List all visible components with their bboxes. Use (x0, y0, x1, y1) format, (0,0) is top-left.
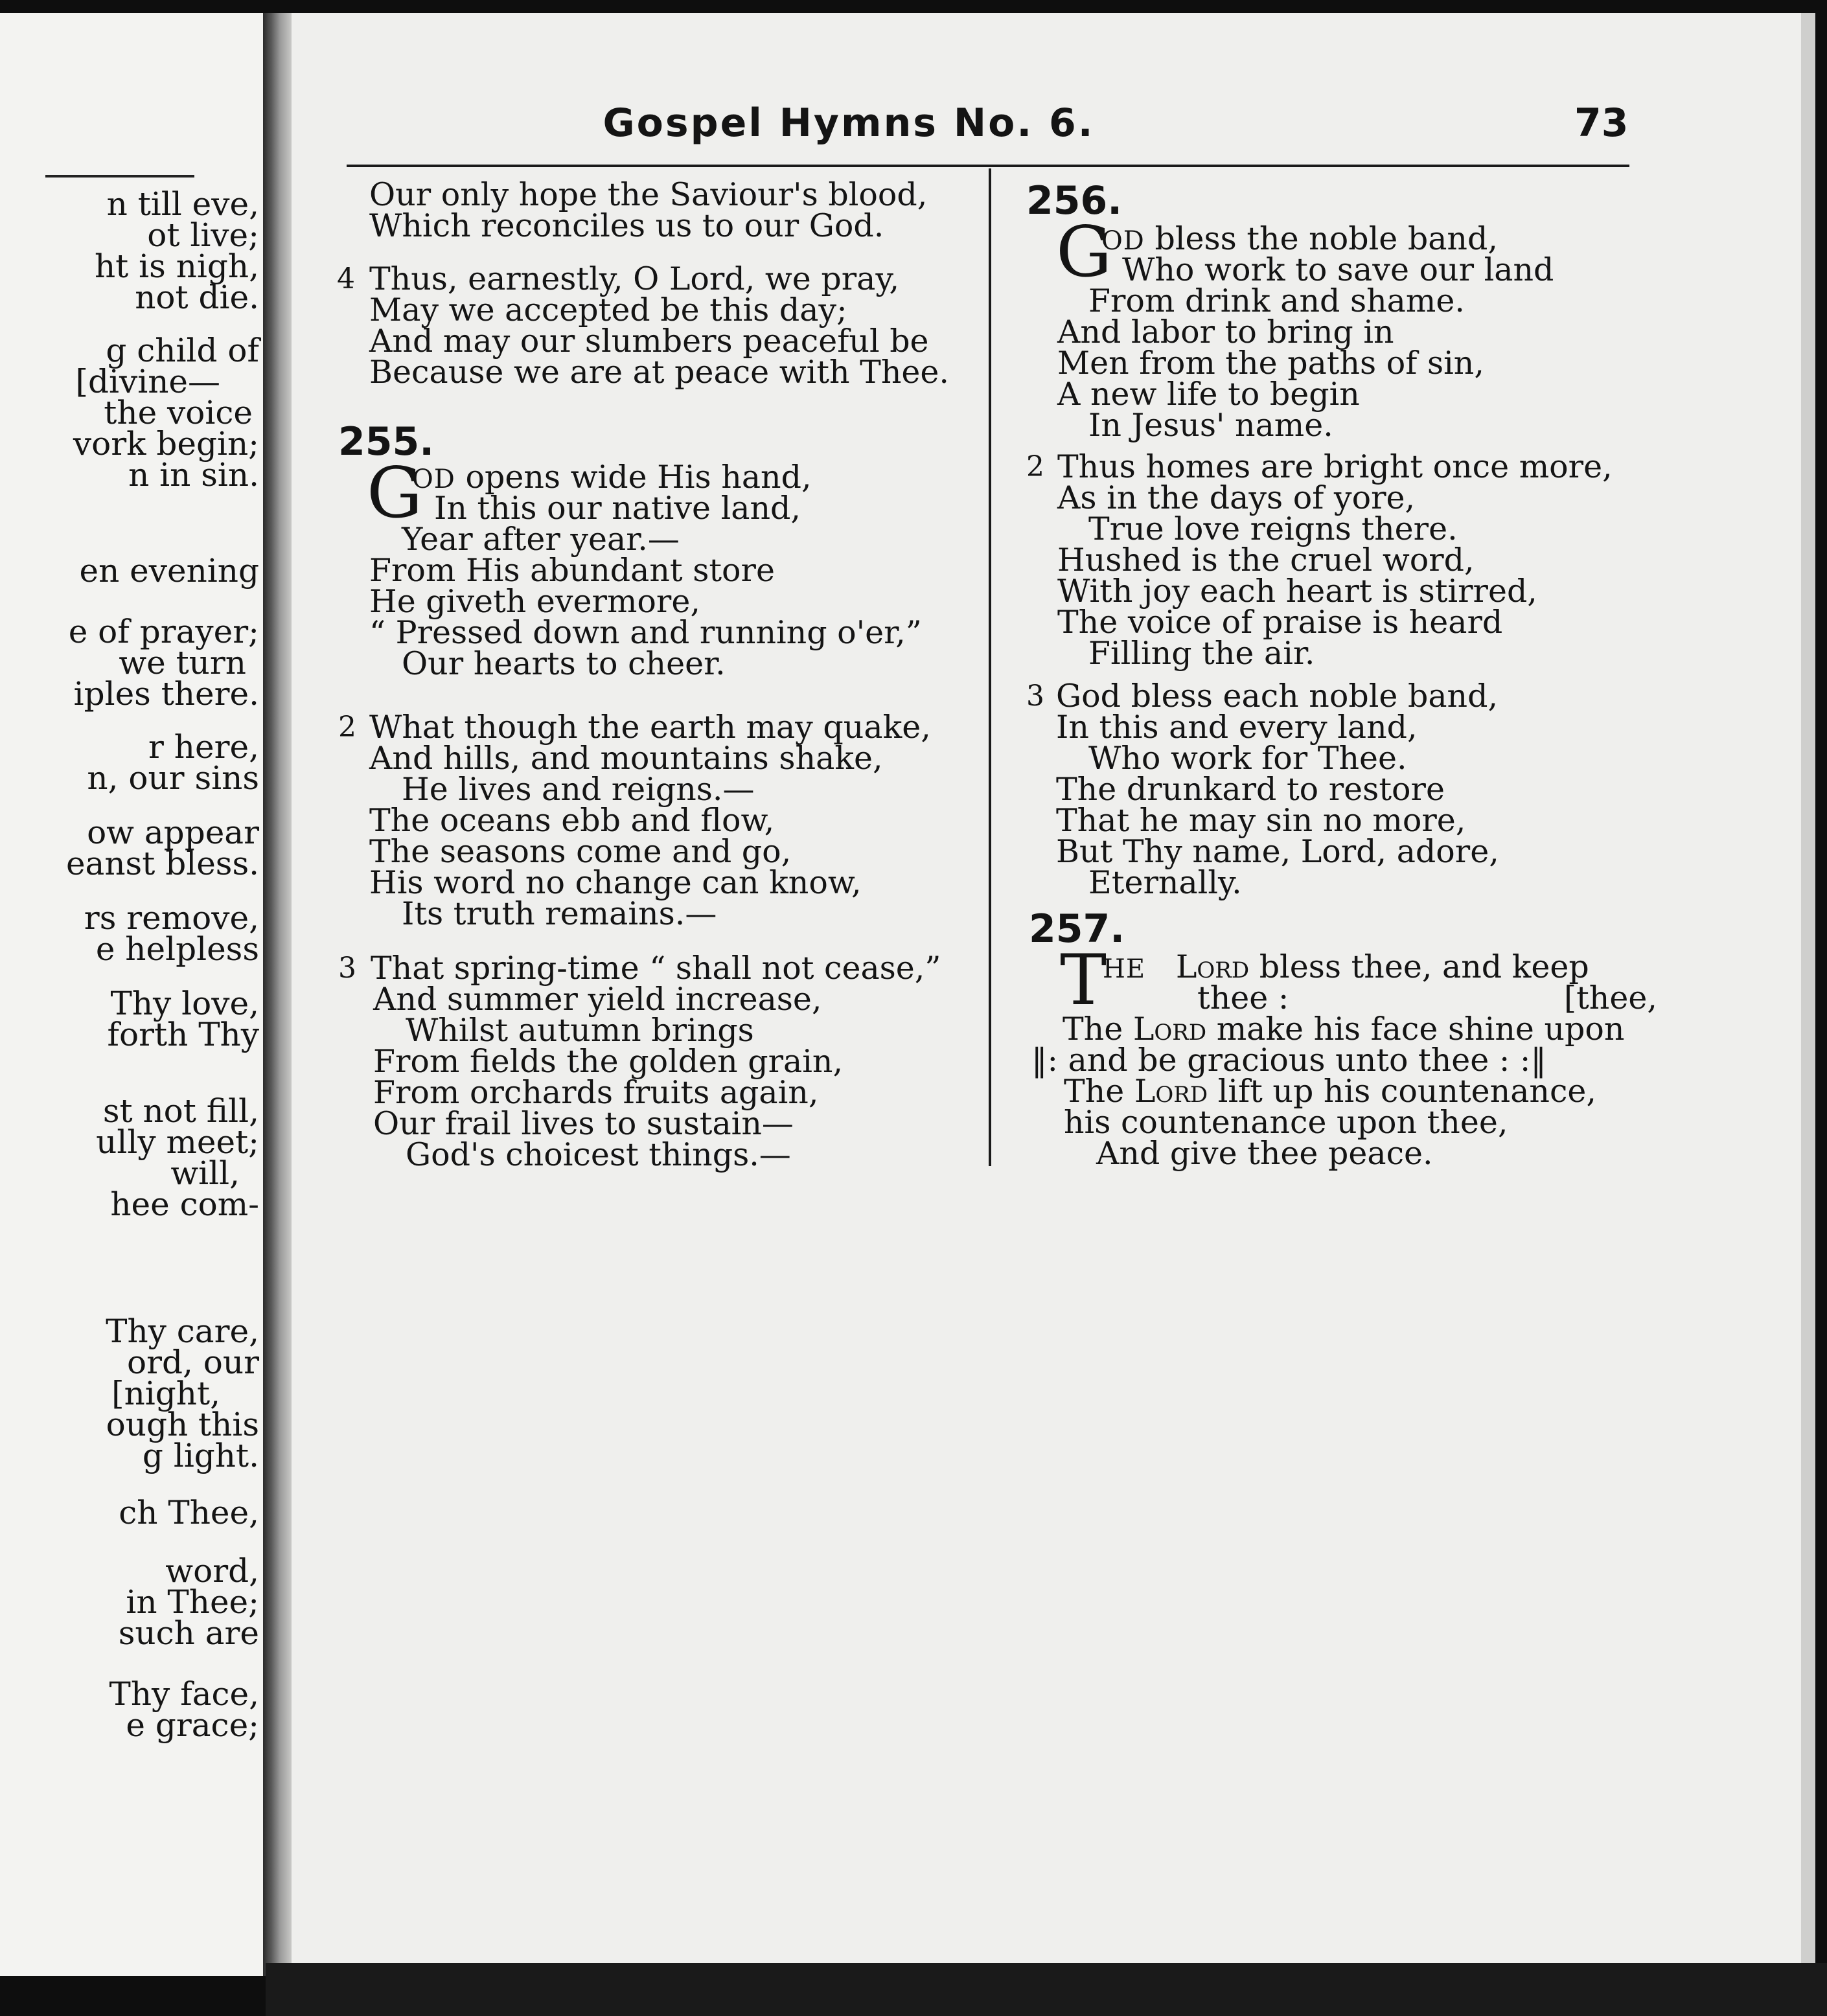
hymn-line: The oceans ebb and flow, (369, 802, 775, 839)
left-page-line: not die. (135, 279, 259, 316)
verse-number: 2 (338, 711, 356, 744)
left-page-line: eanst bless. (65, 845, 259, 882)
hymn-line: As in the days of yore, (1057, 479, 1416, 516)
hymn-line: From orchards fruits again, (373, 1074, 819, 1111)
left-page-line: n in sin. (128, 456, 259, 494)
hymn-line: In this our native land, (434, 490, 801, 527)
hymn-line: The Lord make his face shine upon (1063, 1011, 1625, 1048)
drop-cap: G (1056, 212, 1112, 293)
hymn-line: God bless each noble band, (1056, 678, 1499, 715)
left-page-line: Thy face, (109, 1675, 259, 1713)
left-page-line: ord, our (126, 1344, 259, 1381)
hymn-line: Our hearts to cheer. (402, 645, 726, 682)
left-page-line: hee com- (110, 1186, 259, 1223)
hymn-line: Filling the air. (1088, 635, 1315, 672)
hymn-line: In this and every land, (1056, 709, 1418, 746)
hymn-line: ‖: and be gracious unto thee : :‖ (1031, 1042, 1546, 1079)
left-page-line: in Thee; (126, 1583, 259, 1621)
book-gutter (263, 13, 292, 1976)
left-page-line: r here, (148, 728, 259, 766)
left-page-line: vork begin; (73, 425, 259, 463)
page-edge (1801, 13, 1815, 1963)
bottom-shadow (266, 1963, 1827, 2016)
hymn-number: 257. (1029, 906, 1125, 952)
left-page-line: g light. (142, 1437, 259, 1474)
hymn-line: And hills, and mountains shake, (369, 740, 883, 777)
running-title: Gospel Hymns No. 6. (603, 100, 1095, 146)
left-page-line: ht is nigh, (94, 247, 259, 285)
left-page-line: we turn (119, 644, 246, 682)
hymn-line: With joy each heart is stirred, (1057, 573, 1537, 610)
drop-cap: G (367, 453, 423, 534)
hymn-line: Who work to save our land (1122, 251, 1554, 288)
hymn-line: True love reigns there. (1088, 510, 1458, 547)
hymn-line: His word no change can know, (369, 864, 862, 901)
left-page-line: n, our sins (87, 759, 259, 797)
hymn-first-line: OD opens wide His hand, (412, 459, 812, 496)
hymn-line: The drunkard to restore (1056, 771, 1445, 808)
left-page-line: ully meet; (96, 1123, 259, 1161)
left-page-line: st not fill, (102, 1092, 259, 1130)
hymn-line: The voice of praise is heard (1057, 604, 1503, 641)
left-page-line: [divine— (75, 363, 220, 400)
left-page-line: g child of (106, 332, 259, 369)
left-page-line: ow appear (87, 814, 259, 851)
hymn-line: And may our slumbers peaceful be (369, 323, 929, 360)
left-facing-page (0, 13, 266, 1976)
left-page-line: iples there. (73, 675, 259, 713)
left-page-line: en evening (79, 552, 259, 590)
verse-number: 4 (337, 262, 355, 295)
hymn-first-line: OD bless the noble band, (1101, 220, 1498, 257)
hymn-line: The Lord lift up his countenance, (1064, 1073, 1596, 1110)
hymn-line: From drink and shame. (1088, 282, 1465, 319)
hymn-line: thee : (1197, 979, 1289, 1016)
hymn-line: A new life to begin (1057, 376, 1360, 413)
hymn-line: Our only hope the Saviour's blood, (369, 176, 928, 213)
page-number: 73 (1574, 100, 1629, 146)
left-page-line: forth Thy (107, 1016, 259, 1053)
left-page-line: [night, (111, 1375, 220, 1412)
hymn-line: Thus, earnestly, O Lord, we pray, (369, 260, 900, 297)
hymn-line: The seasons come and go, (369, 833, 792, 870)
hymn-line: May we accepted be this day; (369, 292, 847, 328)
hymn-line: In Jesus' name. (1088, 407, 1333, 444)
hymn-line: And labor to bring in (1057, 314, 1394, 350)
verse-number: 3 (1026, 680, 1044, 713)
hymn-line: his countenance upon thee, (1064, 1104, 1508, 1141)
hymn-line: And give thee peace. (1096, 1135, 1433, 1172)
hymn-number: 255. (338, 419, 435, 464)
hymn-line: Its truth remains.— (402, 895, 717, 932)
left-page-line: e grace; (126, 1706, 259, 1744)
left-page-line: ot live; (147, 216, 259, 254)
verse-number: 2 (1026, 450, 1044, 483)
drop-cap: T (1060, 940, 1107, 1021)
hymn-line: Because we are at peace with Thee. (369, 354, 949, 391)
hymn-line: What though the earth may quake, (369, 709, 931, 746)
left-page-line: the voice (104, 394, 253, 431)
verse-number: 3 (338, 952, 356, 985)
hymn-line-bracket: [thee, (1564, 979, 1657, 1016)
left-page-line: e of prayer; (68, 613, 259, 650)
hymn-line: That he may sin no more, (1056, 802, 1466, 839)
column-divider (989, 168, 991, 1166)
left-page-line: Thy care, (106, 1312, 259, 1350)
hymn-line: Eternally. (1088, 864, 1242, 901)
hymn-line: Whilst autumn brings (406, 1012, 754, 1049)
hymn-line: He lives and reigns.— (402, 771, 755, 808)
left-page-line: such are (118, 1614, 259, 1652)
left-page-rule (45, 175, 194, 178)
left-page-line: word, (165, 1552, 259, 1590)
hymn-number: 256. (1026, 178, 1123, 223)
hymn-line: Which reconciles us to our God. (369, 207, 884, 244)
hymn-line: Thus homes are bright once more, (1057, 448, 1613, 485)
hymn-first-line: HE Lord bless thee, and keep (1103, 948, 1589, 985)
left-page-line: will, (170, 1154, 240, 1192)
hymn-line: Year after year.— (402, 521, 680, 558)
hymn-line: “ Pressed down and running o'er,” (369, 614, 922, 651)
hymn-line: Who work for Thee. (1088, 740, 1407, 777)
left-page-line: Thy love, (110, 985, 259, 1022)
left-page-line: rs remove, (84, 899, 259, 937)
hymn-line: From His abundant store (369, 552, 775, 589)
hymn-line: That spring-time “ shall not cease,” (371, 950, 941, 987)
left-page-line: e helpless (95, 930, 259, 968)
left-page-line: n till eve, (106, 185, 259, 223)
hymn-line: Our frail lives to sustain— (373, 1105, 794, 1142)
left-page-line: ough this (106, 1406, 259, 1443)
header-rule (347, 165, 1629, 167)
left-page-line: ch Thee, (119, 1494, 259, 1531)
hymn-line: From fields the golden grain, (373, 1043, 844, 1080)
hymn-line: And summer yield increase, (373, 981, 822, 1018)
hymn-line: Men from the paths of sin, (1057, 345, 1484, 382)
hymn-line: But Thy name, Lord, adore, (1056, 833, 1499, 870)
hymn-line: Hushed is the cruel word, (1057, 542, 1475, 578)
hymn-line: God's choicest things.— (406, 1136, 791, 1173)
hymn-line: He giveth evermore, (369, 583, 700, 620)
